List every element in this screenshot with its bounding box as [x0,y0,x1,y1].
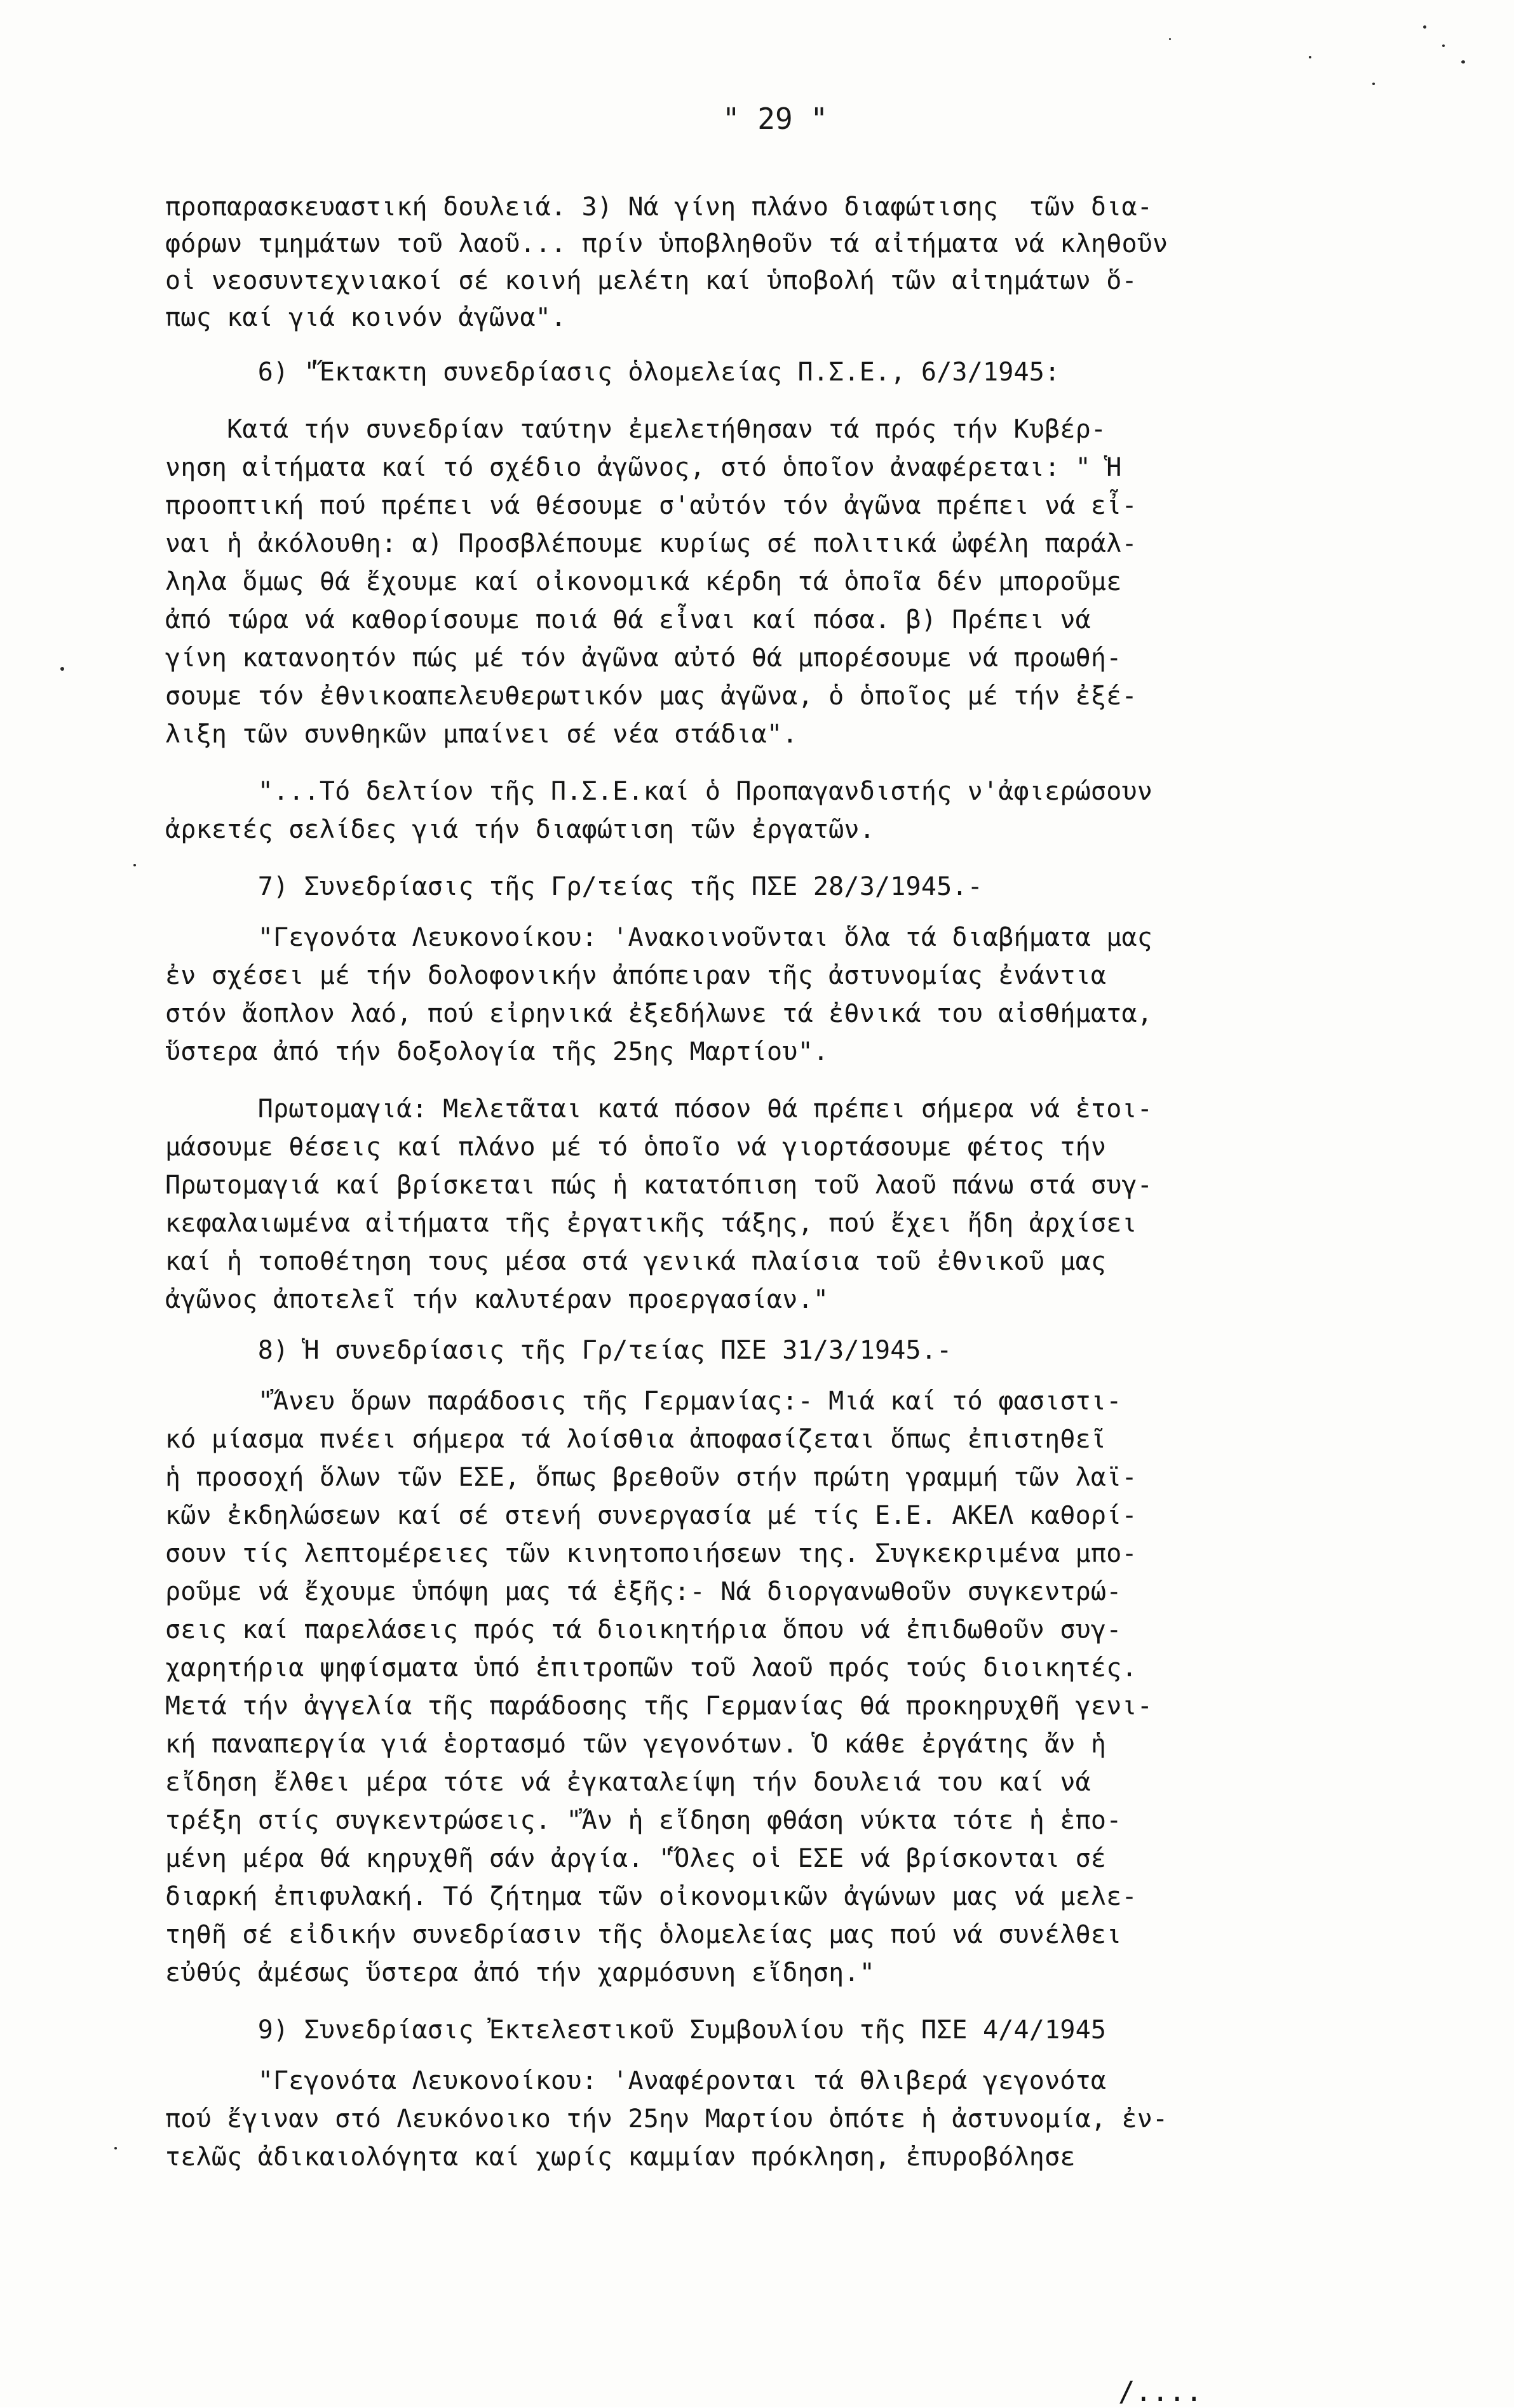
section-heading: 8) Ἡ συνεδρίασις τῆς Γρ/τείας ΠΣΕ 31/3/1945.- [165,1336,952,1365]
text-line: τελῶς ἀδικαιολόγητα καί χωρίς καμμίαν πρόκληση, ἐπυροβόλησε [165,2142,1076,2172]
scan-speck [1372,83,1375,85]
text-line: ὕστερα ἀπό τήν δοξολογία τῆς 25ης Μαρτίου". [165,1037,829,1066]
text-line: μένη μέρα θά κηρυχθῆ σάν ἀργία. "Ὅλες οἱ ΕΣΕ νά βρίσκονται σέ [165,1844,1107,1873]
body-text [165,191,1423,2172]
text-line: πού ἔγιναν στό Λευκόνοικο τήν 25ην Μαρτίου ὁπότε ἡ ἀστυνομία, ἐν- [165,2104,1168,2134]
text-line: ἐν σχέσει μέ τήν δολοφονικήν ἀπόπειραν τῆς ἀστυνομίας ἐνάντια [165,961,1107,990]
text-line: οἱ νεοσυντεχνιακοί σέ κοινή μελέτη καί ὑποβολή τῶν αἰτημάτων ὅ- [165,266,1137,295]
text-line: ἀρκετές σελίδες γιά τήν διαφώτιση τῶν ἐργατῶν. [165,815,875,844]
scan-speck [1169,38,1171,40]
scan-speck [1442,44,1445,47]
text-line: "Ἄνευ ὅρων παράδοσις τῆς Γερμανίας:- Μιά καί τό φασιστι- [165,1387,1122,1416]
text-line: μάσουμε θέσεις καί πλάνο μέ τό ὁποῖο νά γιορτάσουμε φέτος τήν [165,1133,1107,1162]
text-line: κεφαλαιωμένα αἰτήματα τῆς ἐργατικῆς τάξης, πού ἔχει ἤδη ἀρχίσει [165,1209,1137,1238]
text-line: λιξη τῶν συνθηκῶν μπαίνει σέ νέα στάδια". [165,720,798,749]
text-line: σεις καί παρελάσεις πρός τά διοικητήρια ὅπου νά ἐπιδωθοῦν συγ- [165,1615,1122,1645]
scan-speck [1461,60,1465,64]
scan-speck [60,667,64,671]
scan-speck [1309,56,1311,58]
text-line: τρέξη στίς συγκεντρώσεις. "Ἄν ἡ εἴδηση φθάση νύκτα τότε ἡ ἑπο- [165,1806,1122,1835]
page-number: " 29 " [722,102,828,136]
text-line: κῶν ἐκδηλώσεων καί σέ στενή συνεργασία μέ τίς Ε.Ε. ΑΚΕΛ καθορί- [165,1501,1137,1530]
text-line: εὐθύς ἀμέσως ὕστερα ἀπό τήν χαρμόσυνη εἴδηση." [165,1958,875,1988]
text-line: κό μίασμα πνέει σήμερα τά λοίσθια ἀποφασίζεται ὅπως ἐπιστηθεῖ [165,1425,1107,1454]
scan-speck [133,864,136,866]
text-line: καί ἡ τοποθέτηση τους μέσα στά γενικά πλαίσια τοῦ ἐθνικοῦ μας [165,1247,1107,1276]
text-line: χαρητήρια ψηφίσματα ὑπό ἐπιτροπῶν τοῦ λαοῦ πρός τούς διοικητές. [165,1653,1137,1683]
text-line: ἀγῶνος ἀποτελεῖ τήν καλυτέραν προεργασίαν." [165,1285,829,1314]
text-line: τηθῆ σέ εἰδικήν συνεδρίασιν τῆς ὁλομελείας μας πού νά συνέλθει [165,1920,1122,1949]
text-line: φόρων τμημάτων τοῦ λαοῦ... πρίν ὑποβληθοῦν τά αἰτήματα νά κληθοῦν [165,229,1168,259]
text-line: σουν τίς λεπτομέρειες τῶν κινητοποιήσεων της. Συγκεκριμένα μπο- [165,1539,1137,1568]
text-line: "Γεγονότα Λευκονοίκου: 'Αναφέρονται τά θλιβερά γεγονότα [165,2066,1107,2095]
text-line: ἡ προσοχή ὅλων τῶν ΕΣΕ, ὅπως βρεθοῦν στήν πρώτη γραμμή τῶν λαϊ- [165,1463,1137,1492]
text-line: εἴδηση ἔλθει μέρα τότε νά ἐγκαταλείψη τήν δουλειά του καί νά [165,1768,1091,1797]
text-line: κή παναπεργία γιά ἑορτασμό τῶν γεγονότων. Ὁ κάθε ἐργάτης ἄν ἡ [165,1730,1107,1759]
text-line: προοπτική πού πρέπει νά θέσουμε σ'αὐτόν τόν ἀγῶνα πρέπει νά εἶ- [165,491,1137,520]
text-line: ληλα ὅμως θά ἔχουμε καί οἰκονομικά κέρδη τά ὁποῖα δέν μποροῦμε [165,567,1122,596]
text-line: Πρωτομαγιά: Μελετᾶται κατά πόσον θά πρέπει σήμερα νά ἑτοι- [165,1094,1153,1124]
text-line: "Γεγονότα Λευκονοίκου: 'Ανακοινοῦνται ὅλα τά διαβήματα μας [165,923,1153,952]
text-line: σουμε τόν ἐθνικοαπελευθερωτικόν μας ἀγῶνα, ὁ ὁποῖος μέ τήν ἐξέ- [165,682,1137,711]
text-line: Πρωτομαγιά καί βρίσκεται πώς ἡ κατατόπιση τοῦ λαοῦ πάνω στά συγ- [165,1171,1153,1200]
text-line: στόν ἄοπλον λαό, πού εἰρηνικά ἐξεδήλωνε τά ἐθνικά του αἰσθήματα, [165,999,1153,1028]
text-line: διαρκή ἐπιφυλακή. Τό ζήτημα τῶν οἰκονομικῶν ἀγώνων μας νά μελε- [165,1882,1137,1911]
continuation-mark: /.... [1118,2376,1203,2408]
text-line: Κατά τήν συνεδρίαν ταύτην ἐμελετήθησαν τά πρός τήν Κυβέρ- [165,415,1107,444]
text-line: "...Τό δελτίον τῆς Π.Σ.Ε.καί ὁ Προπαγανδιστής ν'ἀφιερώσουν [165,777,1153,806]
text-line: ναι ἡ ἀκόλουθη: α) Προσβλέπουμε κυρίως σέ πολιτικά ὠφέλη παράλ- [165,529,1137,558]
section-heading: 6) "Ἔκτακτη συνεδρίασις ὁλομελείας Π.Σ.Ε., 6/3/1945: [165,358,1060,387]
text-line: νηση αἰτήματα καί τό σχέδιο ἀγῶνος, στό ὁποῖον ἀναφέρεται: " Ἡ [165,453,1122,482]
scan-speck [1423,25,1426,29]
text-line: γίνη κατανοητόν πώς μέ τόν ἀγῶνα αὐτό θά μπορέσουμε νά προωθή- [165,643,1122,673]
section-heading: 7) Συνεδρίασις τῆς Γρ/τείας τῆς ΠΣΕ 28/3/1945.- [165,872,983,901]
text-line: ροῦμε νά ἔχουμε ὑπόψη μας τά ἑξῆς:- Νά διοργανωθοῦν συγκεντρώ- [165,1577,1122,1606]
text-line: προπαρασκευαστική δουλειά. 3) Νά γίνη πλάνο διαφώτισης τῶν δια- [165,192,1153,222]
section-heading: 9) Συνεδρίασις Ἐκτελεστικοῦ Συμβουλίου τῆς ΠΣΕ 4/4/1945 [165,2015,1107,2045]
text-line: πως καί γιά κοινόν ἀγῶνα". [165,303,567,332]
scan-speck [114,2147,117,2149]
text-line: Μετά τήν ἀγγελία τῆς παράδοσης τῆς Γερμανίας θά προκηρυχθῆ γενι- [165,1692,1153,1721]
text-line: ἀπό τώρα νά καθορίσουμε ποιά θά εἶναι καί πόσα. β) Πρέπει νά [165,605,1091,635]
